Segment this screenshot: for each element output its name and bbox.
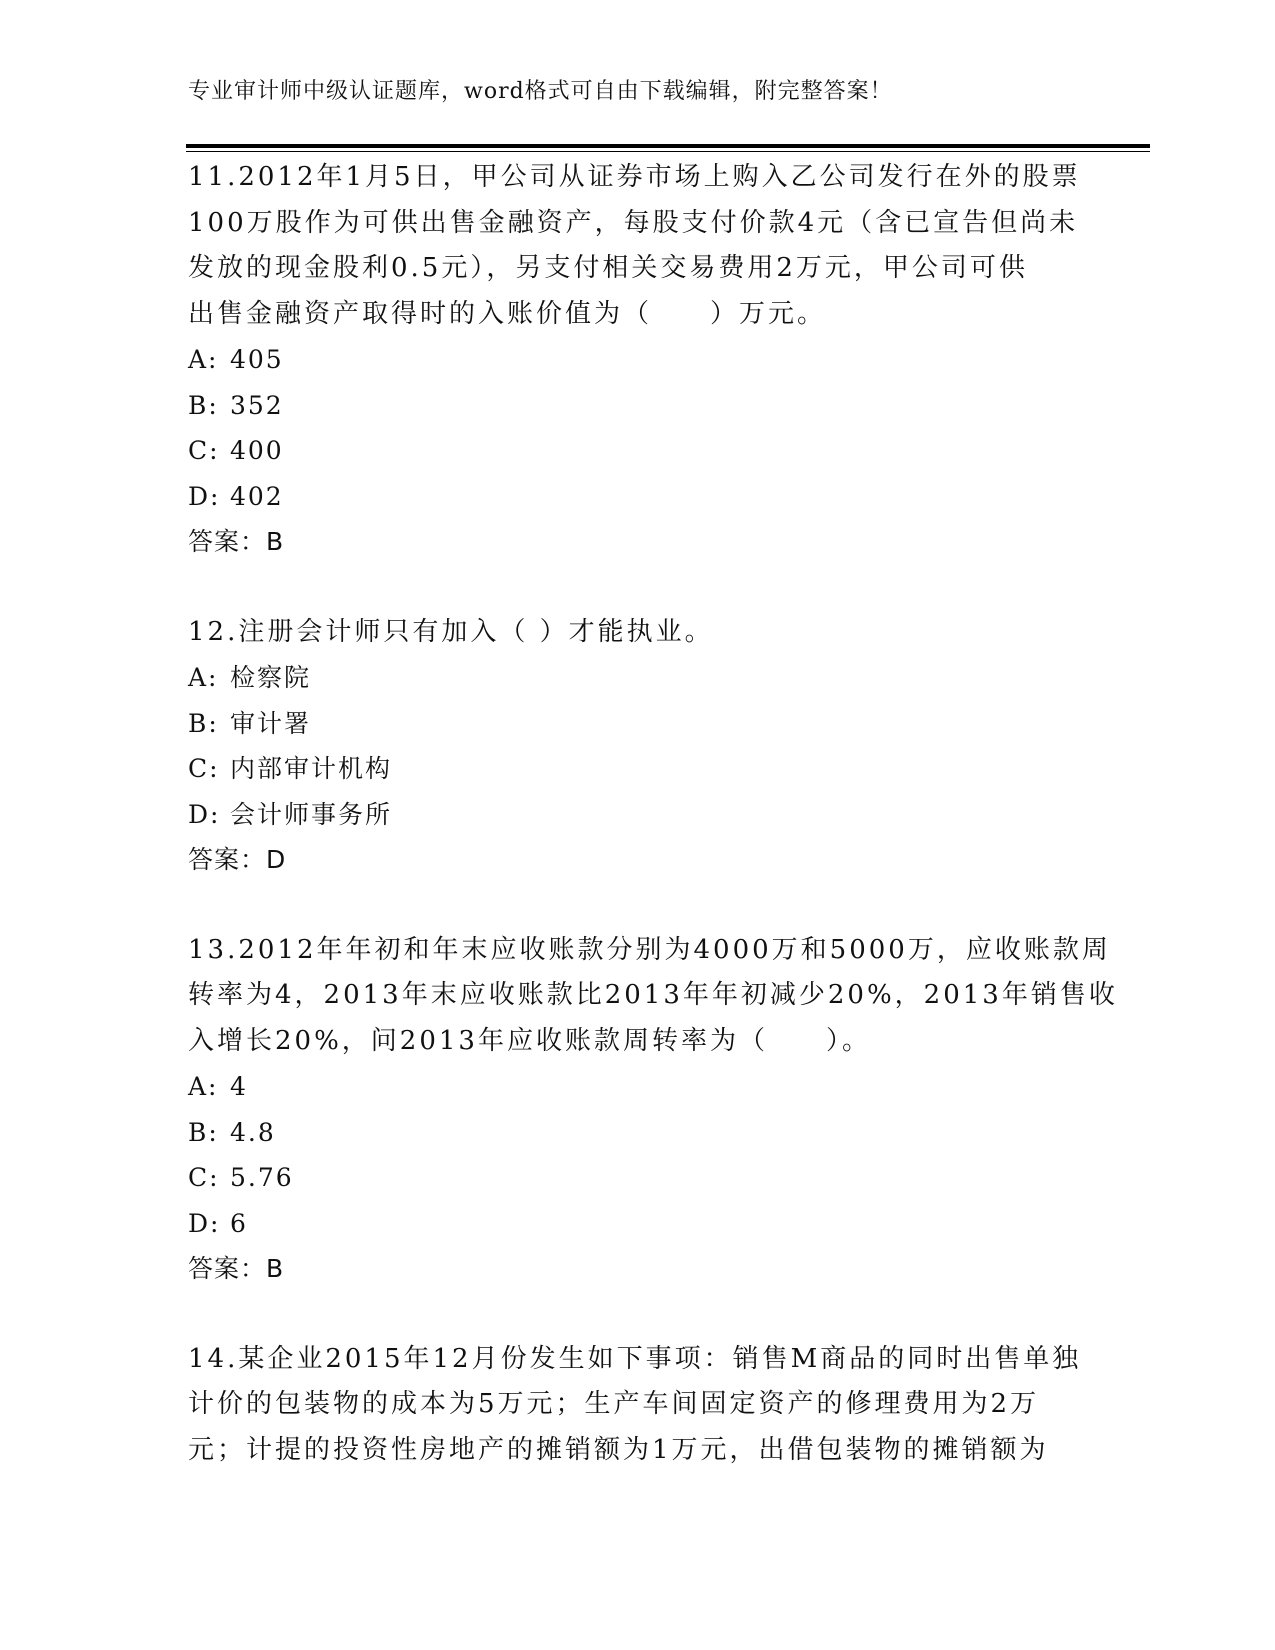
option-text: 400	[230, 436, 284, 465]
question-stem-line: 12.注册会计师只有加入（ ）才能执业。	[188, 616, 714, 647]
question-stem-line: 计价的包装物的成本为5万元；生产车间固定资产的修理费用为2万	[188, 1389, 1040, 1419]
answer-line: 答案：D	[188, 845, 287, 874]
page-header: 专业审计师中级认证题库，word格式可自由下载编辑，附完整答案！	[188, 79, 893, 104]
option-text: 内部审计机构	[230, 754, 393, 783]
option-letter: A:	[188, 345, 219, 374]
answer-option	[188, 1064, 1088, 1110]
option-text: 402	[230, 481, 284, 511]
question-block	[188, 610, 1088, 883]
option-text: 会计师事务所	[230, 799, 393, 829]
question-block	[188, 1337, 1088, 1474]
answer-option	[188, 474, 1088, 520]
option-text: 审计署	[230, 708, 312, 738]
option-letter: D:	[188, 799, 221, 829]
answer-option	[188, 383, 1088, 429]
answer-option	[188, 1201, 1088, 1247]
answer-option	[188, 746, 1088, 792]
answer-option	[188, 1155, 1088, 1201]
option-letter: B:	[188, 390, 219, 420]
option-text: 352	[230, 390, 284, 420]
header-rule-thin	[186, 151, 1150, 152]
option-text: 6	[230, 1208, 248, 1238]
header-rule-thick	[186, 144, 1150, 148]
option-text: 4	[230, 1072, 248, 1101]
question-stem-line: 发放的现金股利0.5元），另支付相关交易费用2万元，甲公司可供	[188, 253, 1028, 283]
question-stem-line: 出售金融资产取得时的入账价值为（ ）万元。	[188, 298, 827, 329]
option-letter: C:	[188, 436, 220, 465]
question-stem-line: 转率为4，2013年末应收账款比2013年年初减少20%，2013年销售收	[188, 980, 1118, 1010]
answer-line: 答案：B	[188, 527, 285, 556]
question-stem-line: 11.2012年1月5日，甲公司从证券市场上购入乙公司发行在外的股票	[188, 162, 1081, 192]
question-stem-line: 13.2012年年初和年末应收账款分别为4000万和5000万，应收账款周	[188, 934, 1111, 965]
option-letter: D:	[188, 1208, 221, 1238]
answer-line: 答案：B	[188, 1254, 285, 1283]
option-text: 4.8	[230, 1117, 276, 1147]
option-letter: A:	[188, 1072, 219, 1101]
question-stem-line: 元；计提的投资性房地产的摊销额为1万元，出借包装物的摊销额为	[188, 1434, 1049, 1465]
answer-option	[188, 655, 1088, 701]
answer-option	[188, 701, 1088, 747]
question-stem-line: 100万股作为可供出售金融资产，每股支付价款4元（含已宣告但尚未	[188, 207, 1079, 238]
answer-option	[188, 1110, 1088, 1156]
option-letter: B:	[188, 708, 219, 738]
answer-option	[188, 792, 1088, 838]
question-block	[188, 155, 1088, 565]
question-stem-line: 14.某企业2015年12月份发生如下事项：销售M商品的同时出售单独	[188, 1343, 1082, 1374]
answer-option	[188, 428, 1088, 474]
question-stem-line: 入增长20%，问2013年应收账款周转率为（ ）。	[188, 1025, 871, 1056]
option-letter: D:	[188, 481, 221, 511]
answer-option	[188, 337, 1088, 383]
option-text: 5.76	[230, 1163, 294, 1192]
question-block	[188, 928, 1118, 1292]
option-letter: A:	[188, 663, 219, 692]
question-list	[188, 155, 1118, 1518]
option-text: 检察院	[230, 663, 312, 692]
option-letter: B:	[188, 1117, 219, 1147]
option-text: 405	[230, 345, 284, 374]
option-letter: C:	[188, 1163, 220, 1192]
option-letter: C:	[188, 754, 220, 783]
